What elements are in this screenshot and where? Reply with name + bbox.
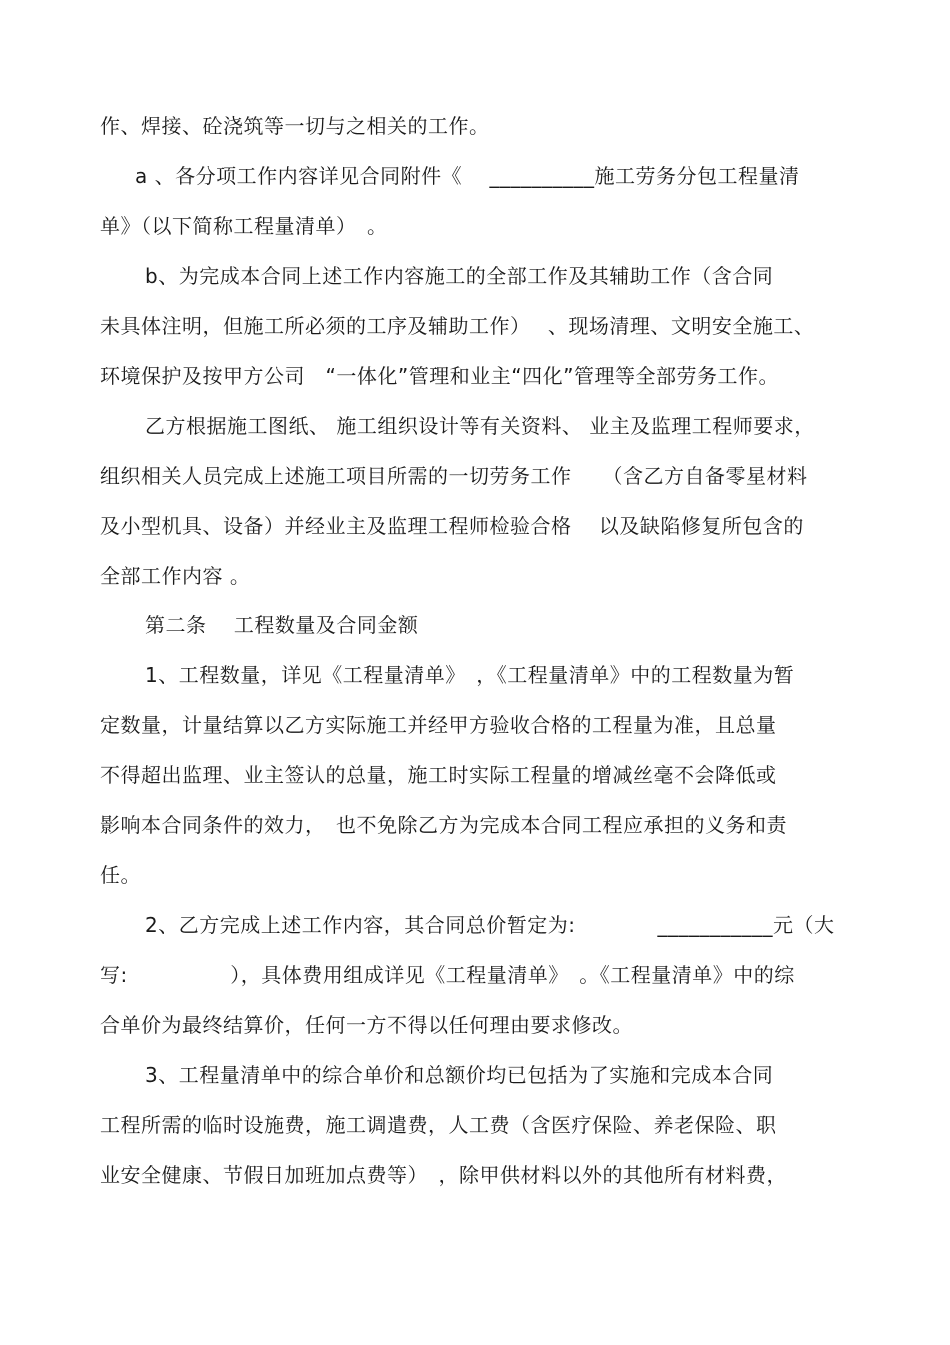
text-line-18: 写: ），具体费用组成详见《工程量清单》 。《工程量清单》中的综 <box>100 963 795 987</box>
text-line-9: 及小型机具、设备）并经业主及监理工程师检验合格 以及缺陷修复所包含的 <box>100 514 804 538</box>
text-line-3: 单》（以下简称工程量清单） 。 <box>100 214 388 238</box>
section-heading: 第二条 工程数量及合同金额 <box>145 613 419 637</box>
text-line-15: 影响本合同条件的效力， 也不免除乙方为完成本合同工程应承担的义务和责 <box>100 813 787 837</box>
text-line-20: 3、工程量清单中的综合单价和总额价均已包括为了实施和完成本合同 <box>145 1063 774 1087</box>
text-line-19: 合单价为最终结算价，任何一方不得以任何理由要求修改。 <box>100 1013 633 1037</box>
text-line-6: 环境保护及按甲方公司 “一体化”管理和业主“四化”管理等全部劳务工作。 <box>100 364 779 388</box>
text-line-1: 作、焊接、砼浇筑等一切与之相关的工作。 <box>100 114 490 138</box>
text-line-8: 组织相关人员完成上述施工项目所需的一切劳务工作 （含乙方自备零星材料 <box>100 464 808 488</box>
text-line-4: b、为完成本合同上述工作内容施工的全部工作及其辅助工作（含合同 <box>145 264 774 288</box>
text-line-2: a 、各分项工作内容详见合同附件《 __________施工劳务分包工程量清 <box>135 164 800 188</box>
text-line-22: 业安全健康、节假日加班加点费等） ，除甲供材料以外的其他所有材料费， <box>100 1163 787 1187</box>
text-line-14: 不得超出监理、业主签认的总量，施工时实际工程量的增减丝毫不会降低或 <box>100 763 777 787</box>
text-line-21: 工程所需的临时设施费，施工调遣费，人工费（含医疗保险、养老保险、职 <box>100 1113 777 1137</box>
text-line-5: 未具体注明，但施工所必须的工序及辅助工作） 、现场清理、文明安全施工、 <box>100 314 815 338</box>
text-line-10: 全部工作内容 。 <box>100 564 251 588</box>
text-line-7: 乙方根据施工图纸、 施工组织设计等有关资料、 业主及监理工程师要求， <box>145 414 815 438</box>
text-line-17: 2、乙方完成上述工作内容，其合同总价暂定为: ___________元（大 <box>145 913 835 937</box>
text-line-12: 1、工程数量，详见《工程量清单》 ，《工程量清单》中的工程数量为暂 <box>145 663 795 687</box>
text-line-13: 定数量，计量结算以乙方实际施工并经甲方验收合格的工程量为准，且总量 <box>100 713 777 737</box>
text-line-16: 任。 <box>100 863 141 887</box>
